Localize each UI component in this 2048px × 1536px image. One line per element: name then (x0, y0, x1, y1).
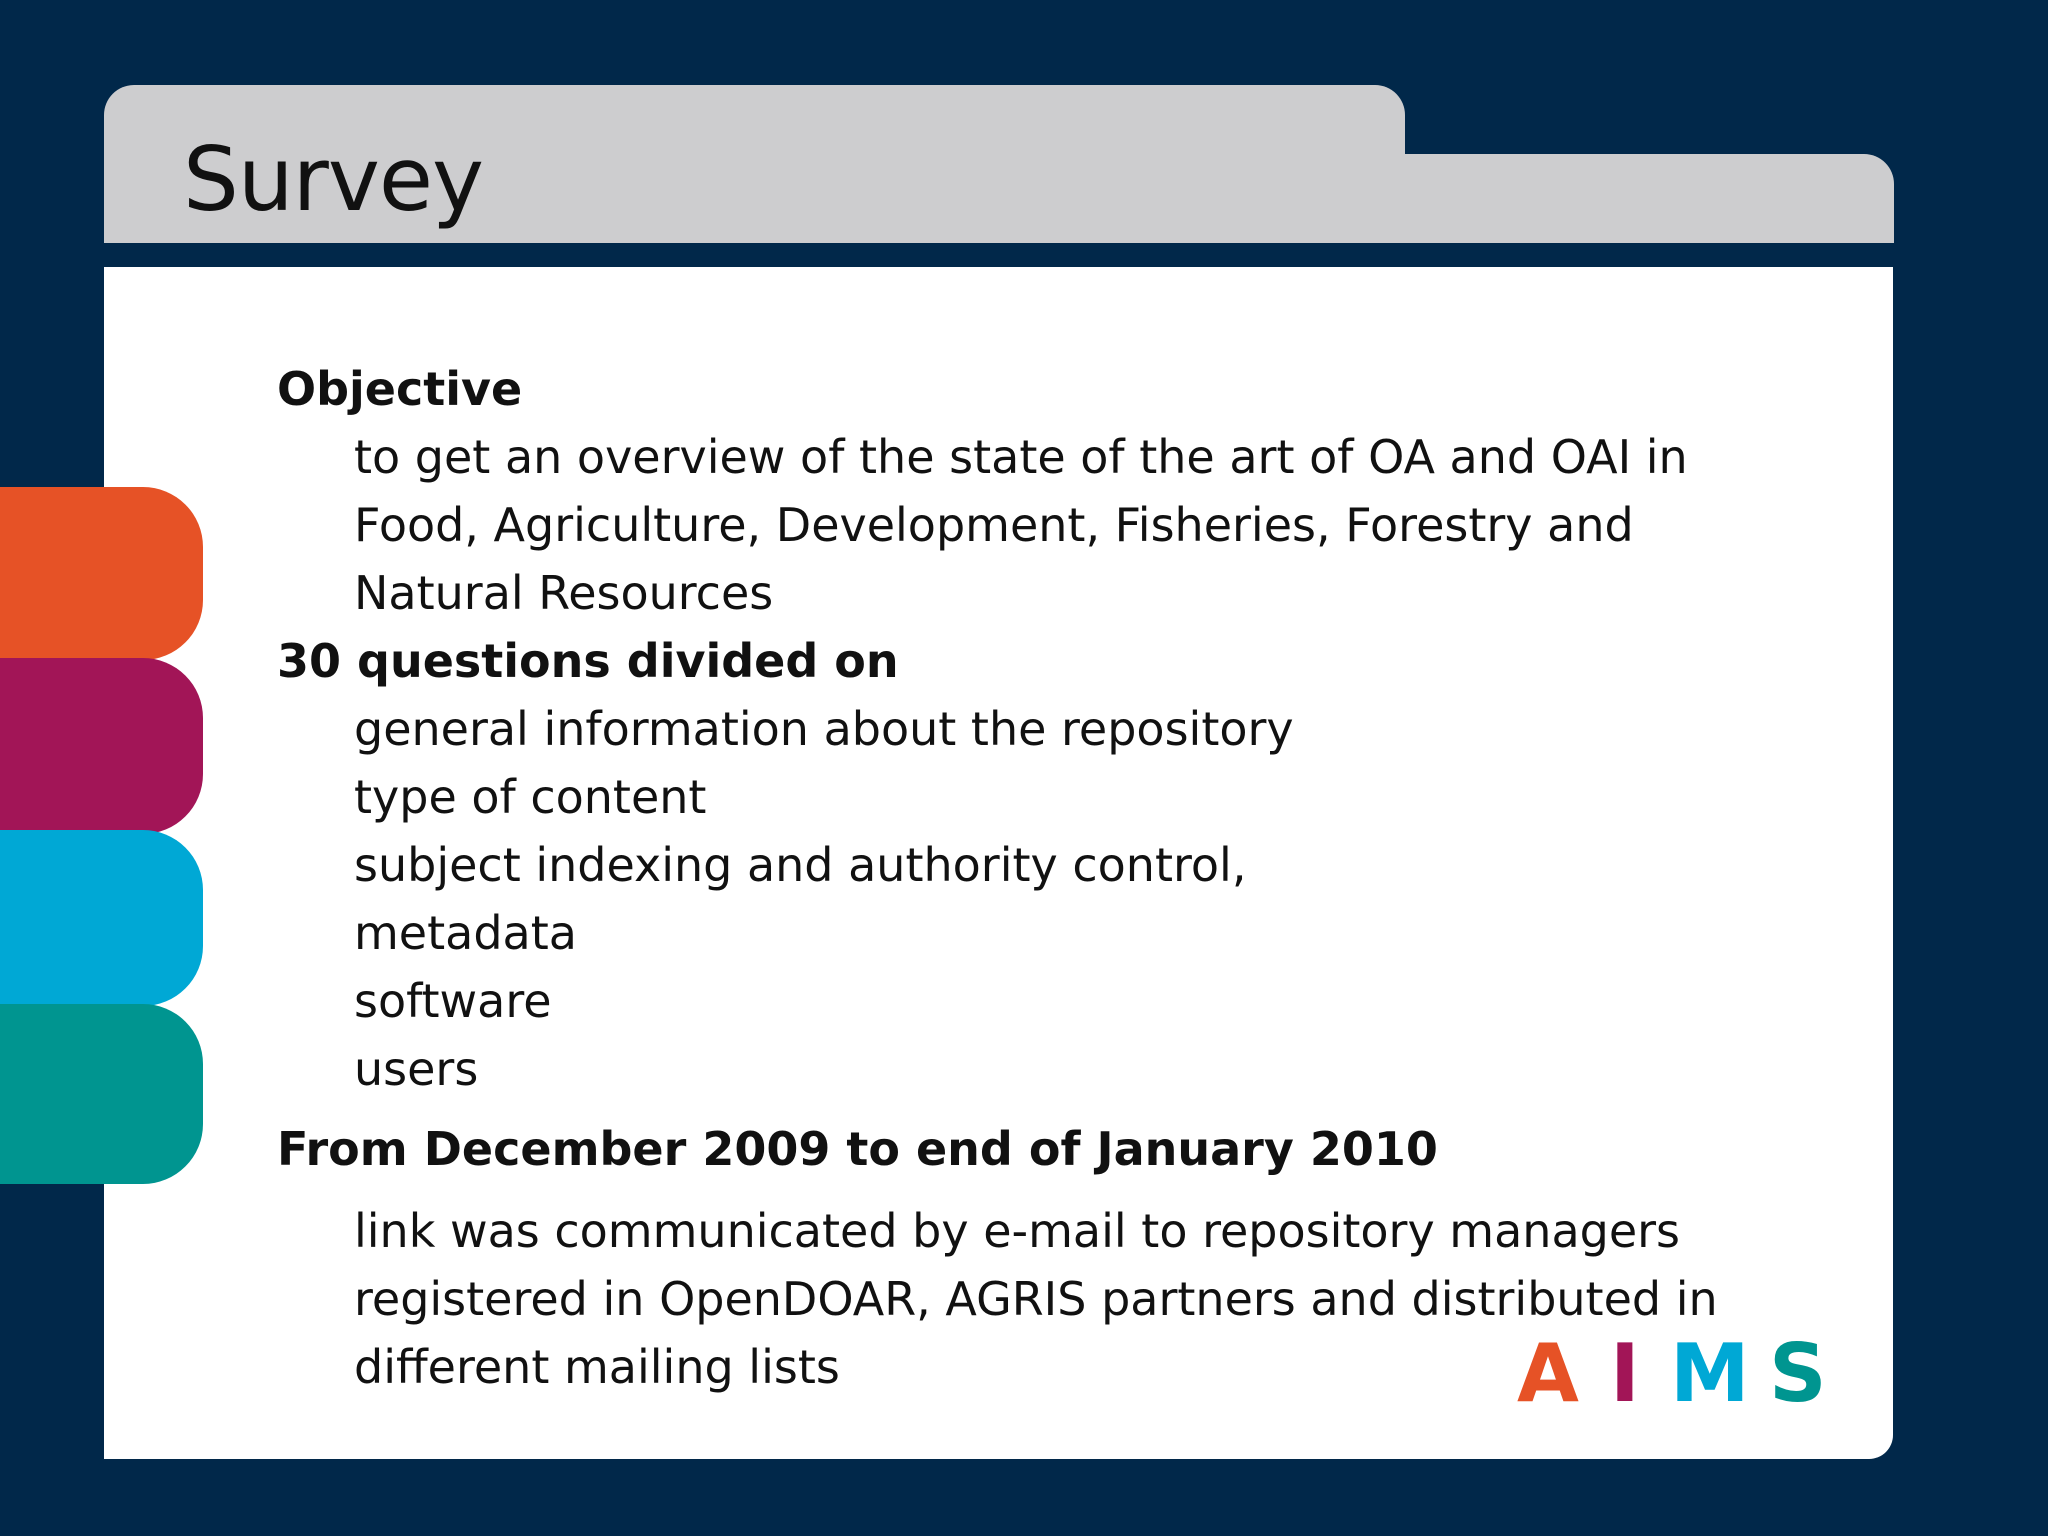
logo-letter: S (1769, 1327, 1827, 1420)
aims-logo (1517, 1327, 1827, 1420)
list-item: general information about the repository (354, 702, 1294, 756)
header-tab-extension (1350, 154, 1894, 243)
list-item: to get an overview of the state of the art of OA and OAI in (354, 430, 1688, 484)
side-tab-teal (0, 1004, 203, 1184)
list-item: software (354, 974, 552, 1028)
list-item: subject indexing and authority control, (354, 838, 1247, 892)
section-heading: Objective (277, 362, 523, 416)
side-tab-magenta (0, 658, 203, 834)
list-item: metadata (354, 906, 577, 960)
section-heading: From December 2009 to end of January 2010 (277, 1122, 1438, 1176)
slide-body (277, 355, 1807, 1401)
list-item: Natural Resources (354, 566, 774, 620)
logo-letter: I (1610, 1327, 1640, 1420)
side-tab-orange (0, 487, 203, 660)
list-item: Food, Agriculture, Development, Fisheries, Forestry and (354, 498, 1634, 552)
list-item: registered in OpenDOAR, AGRIS partners and distributed in (354, 1272, 1718, 1326)
logo-letter: A (1517, 1327, 1579, 1420)
logo-letter: M (1670, 1327, 1750, 1420)
side-tab-blue (0, 830, 203, 1006)
list-item: different mailing lists (354, 1340, 840, 1394)
list-item: users (354, 1042, 479, 1096)
section-heading: 30 questions divided on (277, 634, 899, 688)
slide-title: Survey (183, 128, 484, 231)
list-item: type of content (354, 770, 707, 824)
list-item: link was communicated by e-mail to repository managers (354, 1204, 1681, 1258)
